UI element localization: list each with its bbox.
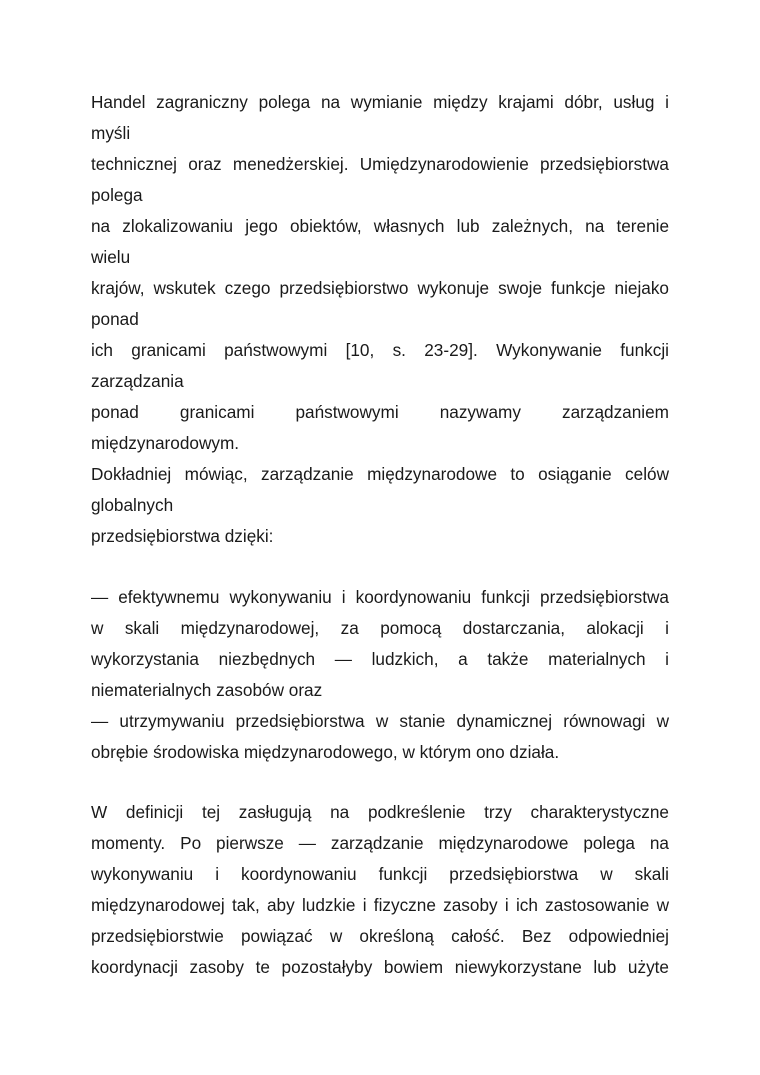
document-page	[91, 0, 669, 1075]
text-line: ponad granicami państwowymi nazywamy zarządzaniem	[91, 402, 669, 422]
text-line: — utrzymywaniu przedsiębiorstwa w stanie dynamicznej równowagi w	[91, 711, 669, 731]
text-line: zarządzania	[91, 371, 184, 391]
text-line: obrębie środowiska międzynarodowego, w którym ono działa.	[91, 742, 560, 762]
text-line: niematerialnych zasobów oraz	[91, 680, 323, 700]
text-line: ponad	[91, 309, 139, 329]
text-line: Dokładniej mówiąc, zarządzanie międzynarodowe to osiąganie celów	[91, 464, 669, 484]
text-line: przedsiębiorstwa dzięki:	[91, 526, 274, 546]
text-line: koordynacji zasoby te pozostałyby bowiem niewykorzystane lub użyte	[91, 957, 669, 977]
text-line: W definicji tej zasługują na podkreślenie trzy charakterystyczne	[91, 802, 669, 822]
text-line: momenty. Po pierwsze — zarządzanie międzynarodowe polega na	[91, 833, 669, 853]
text-line: wielu	[91, 247, 131, 267]
text-line: technicznej oraz menedżerskiej. Umiędzynarodowienie przedsiębiorstwa	[91, 154, 669, 174]
text-line: globalnych	[91, 495, 174, 515]
text-line: myśli	[91, 123, 131, 143]
text-line: w skali międzynarodowej, za pomocą dostarczania, alokacji i	[91, 618, 669, 638]
text-line: Handel zagraniczny polega na wymianie między krajami dóbr, usług i	[91, 92, 669, 112]
text-line: międzynarodowym.	[91, 433, 240, 453]
text-line: wykonywaniu i koordynowaniu funkcji przedsiębiorstwa w skali	[91, 864, 669, 884]
text-line: ich granicami państwowymi [10, s. 23-29]. Wykonywanie funkcji	[91, 340, 669, 360]
text-line: przedsiębiorstwie powiązać w określoną całość. Bez odpowiedniej	[91, 926, 669, 946]
text-line: międzynarodowej tak, aby ludzkie i fizyczne zasoby i ich zastosowanie w	[91, 895, 669, 915]
text-line: polega	[91, 185, 143, 205]
text-line: — efektywnemu wykonywaniu i koordynowaniu funkcji przedsiębiorstwa	[91, 587, 669, 607]
text-line: na zlokalizowaniu jego obiektów, własnych lub zależnych, na terenie	[91, 216, 669, 236]
text-line: krajów, wskutek czego przedsiębiorstwo wykonuje swoje funkcje niejako	[91, 278, 669, 298]
text-line: wykorzystania niezbędnych — ludzkich, a także materialnych i	[91, 649, 669, 669]
